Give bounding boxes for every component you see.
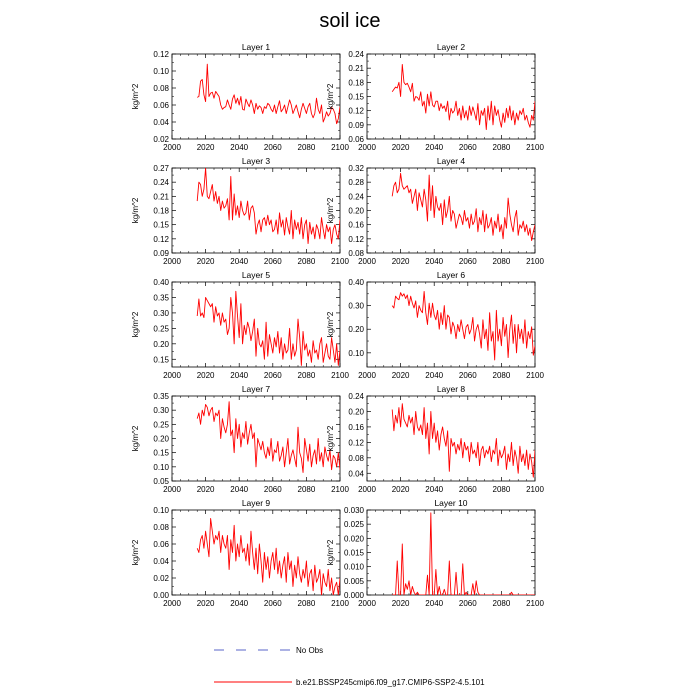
y-tick-label: 0.010 xyxy=(343,562,364,572)
y-tick-label: 0.00 xyxy=(153,591,169,600)
panel-title: Layer 2 xyxy=(436,42,466,52)
series-line xyxy=(392,404,535,477)
y-tick-label: 0.000 xyxy=(343,591,364,600)
y-tick-label: 0.12 xyxy=(348,438,364,448)
panel-layer-1 xyxy=(131,42,349,152)
y-tick-label: 0.09 xyxy=(348,120,364,130)
y-tick-label: 0.16 xyxy=(348,422,364,432)
x-tick-label: 2000 xyxy=(358,485,376,494)
series-line xyxy=(392,513,535,595)
y-tick-label: 0.02 xyxy=(153,135,169,144)
y-tick-label: 0.10 xyxy=(153,67,169,76)
x-tick-label: 2060 xyxy=(263,257,282,266)
x-tick-label: 2080 xyxy=(492,371,511,380)
x-tick-label: 2080 xyxy=(492,599,511,608)
x-tick-label: 2040 xyxy=(425,143,444,152)
panel-title: Layer 9 xyxy=(241,498,271,508)
y-tick-label: 0.35 xyxy=(153,392,169,401)
y-tick-label: 0.28 xyxy=(348,178,364,188)
series-line xyxy=(197,402,340,473)
x-tick-label: 2000 xyxy=(163,143,181,152)
y-tick-label: 0.15 xyxy=(153,220,169,230)
x-tick-label: 2040 xyxy=(230,599,249,608)
y-tick-label: 0.35 xyxy=(153,293,169,303)
y-tick-label: 0.24 xyxy=(348,192,364,202)
series-line xyxy=(197,64,340,124)
x-tick-label: 2040 xyxy=(425,485,444,494)
x-tick-label: 2060 xyxy=(458,371,477,380)
y-tick-label: 0.08 xyxy=(153,523,169,532)
x-tick-label: 2020 xyxy=(196,371,215,380)
x-tick-label: 2040 xyxy=(230,371,249,380)
y-tick-label: 0.06 xyxy=(348,135,364,144)
panel-title: Layer 3 xyxy=(241,156,271,166)
y-tick-label: 0.25 xyxy=(153,324,169,334)
x-tick-label: 2080 xyxy=(297,371,316,380)
x-tick-label: 2000 xyxy=(358,143,376,152)
x-tick-label: 2040 xyxy=(425,371,444,380)
y-tick-label: 0.12 xyxy=(153,50,169,59)
y-tick-label: 0.020 xyxy=(343,534,364,544)
panel-layer-9 xyxy=(131,498,349,608)
panel-title: Layer 10 xyxy=(434,498,468,508)
x-tick-label: 2020 xyxy=(391,599,410,608)
plot-frame xyxy=(367,510,535,595)
y-tick-label: 0.08 xyxy=(348,249,364,258)
y-tick-label: 0.21 xyxy=(153,192,169,202)
y-tick-label: 0.015 xyxy=(343,548,364,558)
x-tick-label: 2060 xyxy=(458,485,477,494)
y-tick-label: 0.12 xyxy=(348,234,364,244)
y-tick-label: 0.05 xyxy=(153,477,169,486)
y-tick-label: 0.08 xyxy=(348,453,364,463)
series-line xyxy=(392,173,535,240)
panel-title: Layer 1 xyxy=(241,42,271,52)
x-tick-label: 2020 xyxy=(196,599,215,608)
x-tick-label: 2100 xyxy=(526,257,544,266)
x-tick-label: 2020 xyxy=(196,257,215,266)
y-axis-label: kg/m^2 xyxy=(326,83,335,110)
x-tick-label: 2020 xyxy=(196,143,215,152)
panel-layer-3 xyxy=(131,156,349,266)
y-tick-label: 0.20 xyxy=(348,206,364,216)
y-tick-label: 0.10 xyxy=(153,462,169,472)
x-tick-label: 2020 xyxy=(391,257,410,266)
y-tick-label: 0.06 xyxy=(153,540,169,549)
x-tick-label: 2020 xyxy=(391,485,410,494)
panel-layer-6 xyxy=(326,270,544,380)
plot-frame xyxy=(172,168,340,253)
y-tick-label: 0.06 xyxy=(153,101,169,110)
figure-title: soil ice xyxy=(319,10,381,32)
panel-title: Layer 7 xyxy=(241,384,271,394)
y-tick-label: 0.24 xyxy=(348,392,364,401)
y-tick-label: 0.030 xyxy=(343,506,364,515)
x-tick-label: 2000 xyxy=(163,257,181,266)
x-tick-label: 2000 xyxy=(163,485,181,494)
x-tick-label: 2080 xyxy=(297,257,316,266)
x-tick-label: 2000 xyxy=(163,599,181,608)
panel-layer-8 xyxy=(326,384,544,494)
y-tick-label: 0.12 xyxy=(153,234,169,244)
plot-frame xyxy=(172,396,340,481)
panel-layer-5 xyxy=(131,270,349,380)
y-tick-label: 0.18 xyxy=(348,78,364,88)
plot-frame xyxy=(367,282,535,367)
y-tick-label: 0.15 xyxy=(348,92,364,102)
x-tick-label: 2100 xyxy=(331,485,349,494)
panel-layer-2 xyxy=(326,42,544,152)
x-tick-label: 2100 xyxy=(331,371,349,380)
legend-label-no-obs: No Obs xyxy=(296,646,324,655)
x-tick-label: 2000 xyxy=(358,599,376,608)
y-tick-label: 0.20 xyxy=(348,325,364,335)
series-line xyxy=(197,291,340,365)
y-axis-label: kg/m^2 xyxy=(131,83,140,110)
y-tick-label: 0.27 xyxy=(153,164,169,173)
x-tick-label: 2060 xyxy=(458,143,477,152)
legend-label-model: b.e21.BSSP245cmip6.f09_g17.CMIP6-SSP2-4.5.101 xyxy=(296,678,485,687)
y-tick-label: 0.08 xyxy=(153,84,169,93)
x-tick-label: 2060 xyxy=(263,599,282,608)
x-tick-label: 2060 xyxy=(263,485,282,494)
x-tick-label: 2100 xyxy=(331,599,349,608)
panel-layer-10 xyxy=(326,498,544,608)
x-tick-label: 2040 xyxy=(425,257,444,266)
x-tick-label: 2040 xyxy=(230,143,249,152)
y-tick-label: 0.04 xyxy=(153,557,169,566)
plot-frame xyxy=(172,54,340,139)
y-tick-label: 0.20 xyxy=(153,339,169,349)
x-tick-label: 2060 xyxy=(263,143,282,152)
y-tick-label: 0.02 xyxy=(153,574,169,583)
y-tick-label: 0.20 xyxy=(348,407,364,417)
y-tick-label: 0.32 xyxy=(348,164,364,173)
y-tick-label: 0.24 xyxy=(348,50,364,59)
series-line xyxy=(197,168,340,244)
x-tick-label: 2000 xyxy=(358,371,376,380)
x-tick-label: 2080 xyxy=(492,257,511,266)
y-tick-label: 0.40 xyxy=(348,278,364,287)
y-axis-label: kg/m^2 xyxy=(131,425,140,452)
x-tick-label: 2000 xyxy=(163,371,181,380)
y-axis-label: kg/m^2 xyxy=(131,197,140,224)
y-axis-label: kg/m^2 xyxy=(131,539,140,566)
x-tick-label: 2040 xyxy=(425,599,444,608)
panel-title: Layer 5 xyxy=(241,270,271,280)
y-tick-label: 0.09 xyxy=(153,249,169,258)
x-tick-label: 2060 xyxy=(458,599,477,608)
x-tick-label: 2020 xyxy=(391,371,410,380)
x-tick-label: 2080 xyxy=(297,485,316,494)
series-line xyxy=(197,519,340,596)
x-tick-label: 2060 xyxy=(458,257,477,266)
x-tick-label: 2060 xyxy=(263,371,282,380)
panel-layer-7 xyxy=(131,384,349,494)
panel-layer-4 xyxy=(326,156,544,266)
panel-title: Layer 6 xyxy=(436,270,466,280)
y-axis-label: kg/m^2 xyxy=(326,197,335,224)
y-tick-label: 0.04 xyxy=(348,469,364,479)
y-tick-label: 0.10 xyxy=(153,506,169,515)
y-tick-label: 0.30 xyxy=(153,406,169,416)
y-tick-label: 0.25 xyxy=(153,420,169,430)
x-tick-label: 2100 xyxy=(526,143,544,152)
y-axis-label: kg/m^2 xyxy=(326,311,335,338)
x-tick-label: 2080 xyxy=(492,143,511,152)
x-tick-label: 2000 xyxy=(358,257,376,266)
series-line xyxy=(392,291,535,359)
y-tick-label: 0.24 xyxy=(153,178,169,188)
x-tick-label: 2020 xyxy=(391,143,410,152)
y-axis-label: kg/m^2 xyxy=(131,311,140,338)
series-line xyxy=(392,64,535,129)
y-tick-label: 0.04 xyxy=(153,118,169,127)
x-tick-label: 2080 xyxy=(297,143,316,152)
y-tick-label: 0.025 xyxy=(343,520,364,530)
y-tick-label: 0.15 xyxy=(153,355,169,365)
x-tick-label: 2040 xyxy=(230,257,249,266)
y-tick-label: 0.21 xyxy=(348,64,364,74)
panel-title: Layer 4 xyxy=(436,156,466,166)
x-tick-label: 2080 xyxy=(492,485,511,494)
y-tick-label: 0.30 xyxy=(153,308,169,318)
x-tick-label: 2100 xyxy=(526,371,544,380)
x-tick-label: 2040 xyxy=(230,485,249,494)
y-tick-label: 0.005 xyxy=(343,576,364,586)
x-tick-label: 2020 xyxy=(196,485,215,494)
panel-title: Layer 8 xyxy=(436,384,466,394)
y-axis-label: kg/m^2 xyxy=(326,539,335,566)
y-tick-label: 0.40 xyxy=(153,278,169,287)
x-tick-label: 2080 xyxy=(297,599,316,608)
x-tick-label: 2100 xyxy=(526,485,544,494)
plot-frame xyxy=(367,54,535,139)
x-tick-label: 2100 xyxy=(526,599,544,608)
y-tick-label: 0.12 xyxy=(348,106,364,116)
y-tick-label: 0.16 xyxy=(348,220,364,230)
x-tick-label: 2100 xyxy=(331,257,349,266)
y-tick-label: 0.18 xyxy=(153,206,169,216)
y-tick-label: 0.15 xyxy=(153,448,169,458)
y-axis-label: kg/m^2 xyxy=(326,425,335,452)
y-tick-label: 0.10 xyxy=(348,348,364,358)
y-tick-label: 0.30 xyxy=(348,301,364,311)
y-tick-label: 0.20 xyxy=(153,434,169,444)
x-tick-label: 2100 xyxy=(331,143,349,152)
